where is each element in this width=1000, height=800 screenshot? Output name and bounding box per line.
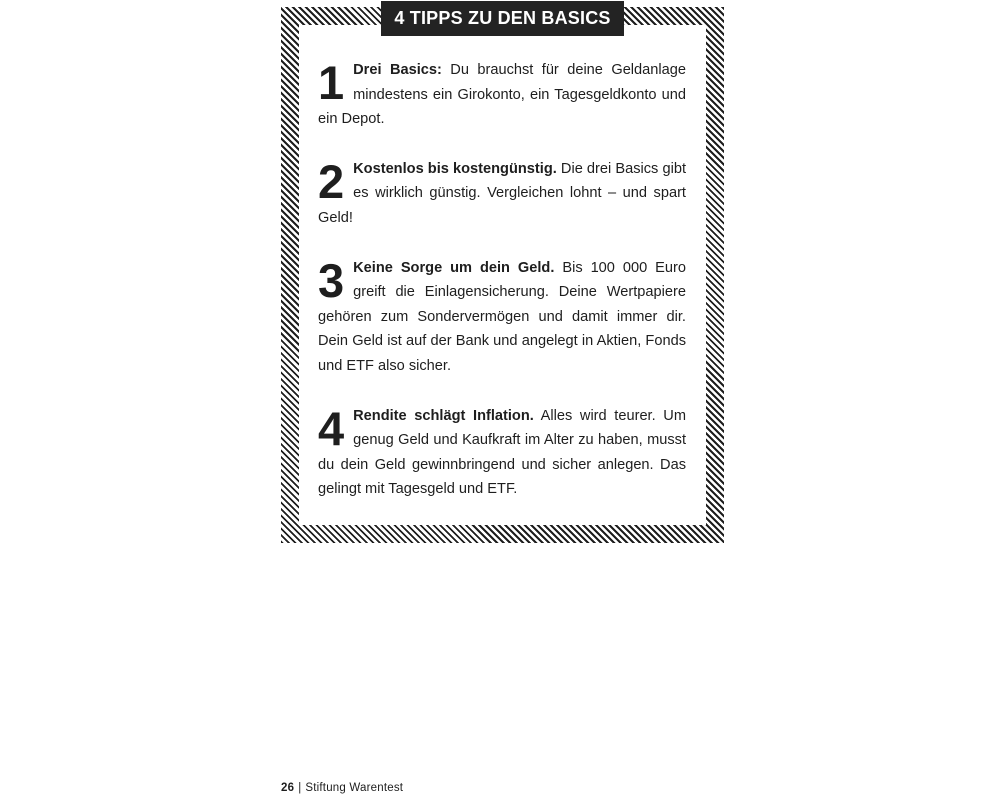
tip-heading: Keine Sorge um dein Geld. [353, 259, 555, 276]
page-number: 26 [281, 782, 295, 794]
tip-text: Bis 100 000 Euro greift die Einlagensicherung. Deine Wertpapiere gehören zum Sondervermögen und damit immer dir. Dein Geld ist auf der Bank und angelegt in Aktien, Fonds und ETF also sicher. [318, 259, 686, 374]
tip-number: 1 [318, 56, 345, 109]
tip-text: Die drei Basics gibt es wirklich günstig. Vergleichen lohnt – und spart Geld! [318, 160, 687, 226]
publisher-name: Stiftung Warentest [305, 782, 404, 794]
tip-item-3 [318, 253, 686, 379]
tip-heading: Drei Basics: [353, 62, 442, 78]
tip-item-1 [318, 58, 686, 132]
footer-separator: | [298, 782, 302, 794]
tip-text: Du brauchst für deine Geldanlage mindestens ein Girokonto, ein Tagesgeldkonto und ein Depot. [318, 62, 686, 128]
tips-list [318, 58, 686, 527]
tip-text: Alles wird teurer. Um genug Geld und Kaufkraft im Alter zu haben, musst du dein Geld gewinnbringend und sicher anlegen. Das gelingt mit Tagesgeld und ETF. [318, 407, 686, 498]
tip-item-4 [318, 401, 686, 502]
tip-number: 2 [318, 154, 345, 208]
tips-box-title: 4 TIPPS ZU DEN BASICS [381, 1, 624, 36]
tip-item-2 [318, 154, 687, 231]
tip-number: 3 [318, 253, 345, 307]
tip-number: 4 [318, 401, 345, 455]
page-footer [281, 780, 403, 796]
tip-heading: Kostenlos bis kostengünstig. [353, 160, 557, 177]
tip-heading: Rendite schlägt Inflation. [353, 407, 534, 424]
